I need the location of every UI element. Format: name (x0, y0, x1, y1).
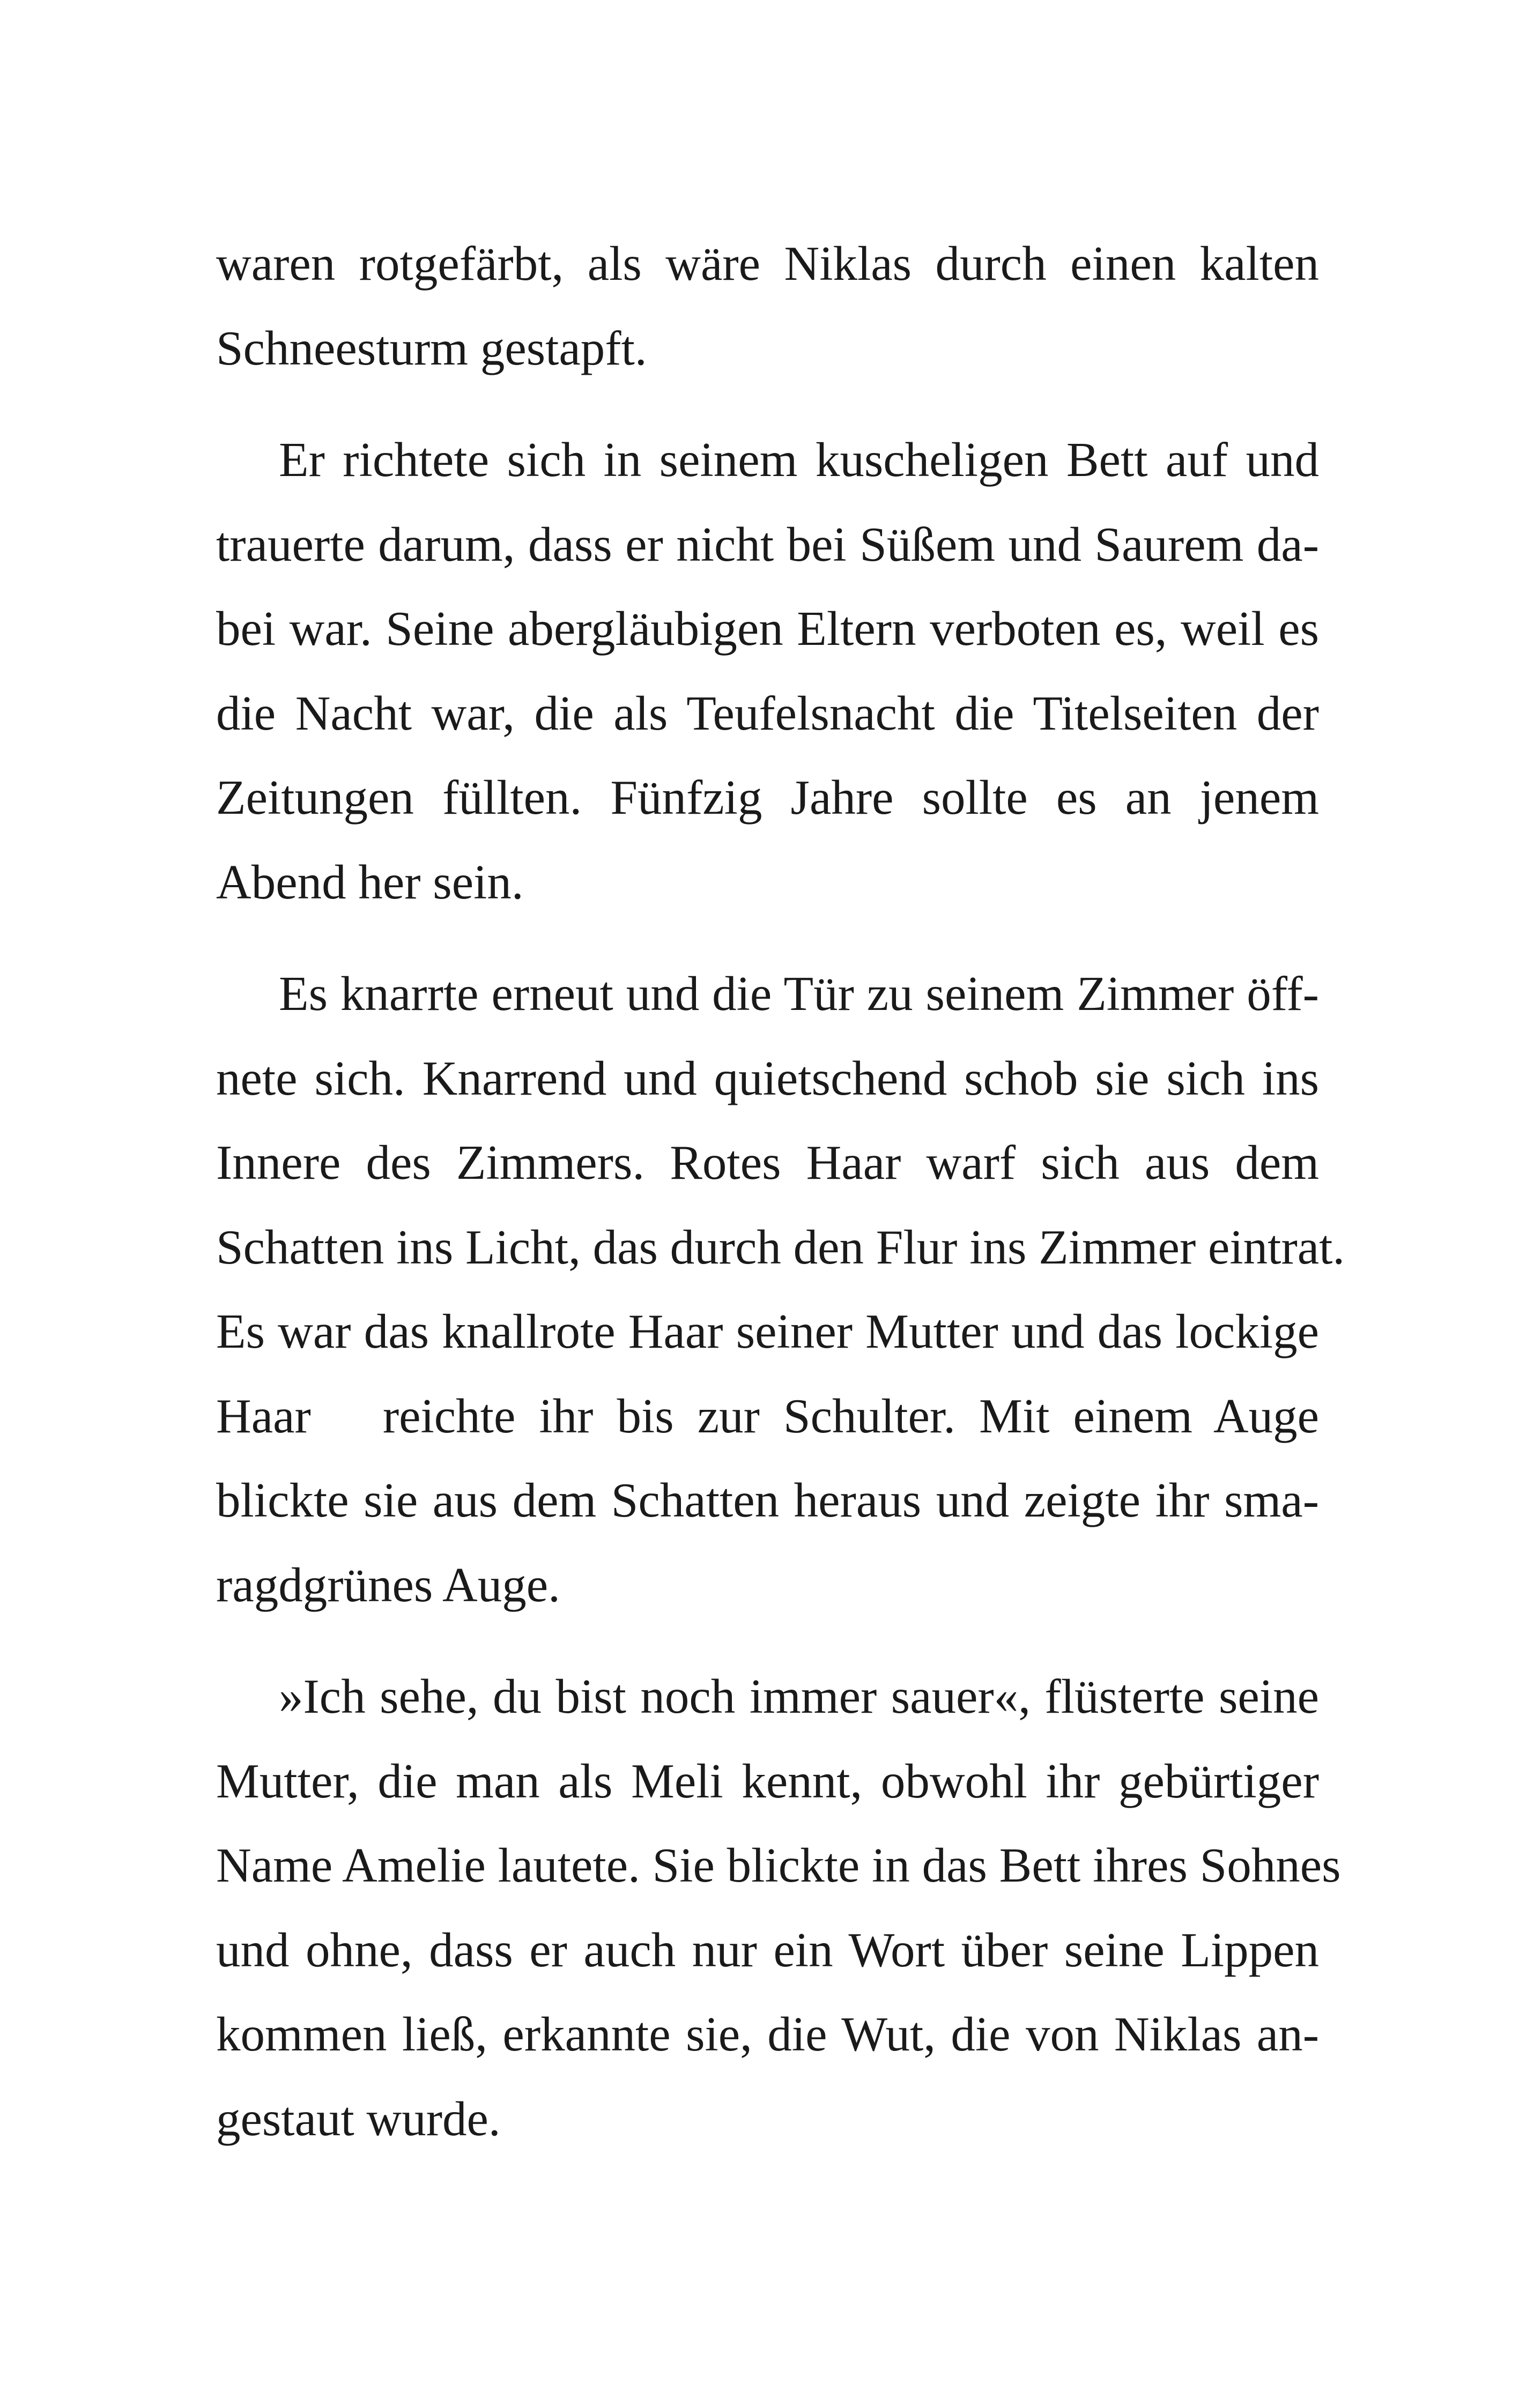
text-line: waren rotgefärbt, als wäre Niklas durch einen kalten (216, 236, 1319, 291)
text-line: Abend her sein. (216, 854, 524, 909)
paragraph-2 (216, 418, 1319, 924)
paragraph-3 (216, 952, 1345, 1627)
text-line-fragment: reichte ihr bis zur Schulter. Mit einem Auge (382, 1388, 1319, 1443)
text-line: Name Amelie lautete. Sie blickte in das Bett ihres Sohnes (216, 1838, 1341, 1892)
text-line: Er richtete sich in seinem kuscheligen Bett auf und (279, 433, 1319, 487)
paragraph-4 (216, 1654, 1341, 2161)
text-line-fragment: Haar (216, 1388, 311, 1443)
text-line: »Ich sehe, du bist noch immer sauer«, flüsterte seine (279, 1669, 1319, 1723)
text-line: kommen ließ, erkannte sie, die Wut, die von Niklas an- (216, 2007, 1319, 2061)
text-line: Zeitungen füllten. Fünfzig Jahre sollte es an jenem (216, 770, 1319, 824)
text-line: Schneesturm gestapft. (216, 321, 647, 375)
text-line: Mutter, die man als Meli kennt, obwohl ihr gebürtiger (216, 1753, 1319, 1808)
text-line: bei war. Seine abergläubigen Eltern verboten es, weil es (216, 601, 1319, 656)
text-line: blickte sie aus dem Schatten heraus und zeigte ihr sma- (216, 1473, 1319, 1527)
text-line-with-gap (216, 1374, 1319, 1459)
body-text (216, 221, 1345, 2188)
paragraph-1 (216, 221, 1319, 390)
text-line: nete sich. Knarrend und quietschend schob sie sich ins (216, 1051, 1319, 1105)
text-line: Es knarrte erneut und die Tür zu seinem Zimmer öff- (279, 967, 1319, 1021)
text-line: gestaut wurde. (216, 2091, 501, 2146)
text-line: trauerte darum, dass er nicht bei Süßem und Saurem da- (216, 517, 1319, 571)
text-line: und ohne, dass er auch nur ein Wort über seine Lippen (216, 1922, 1319, 1977)
text-line: Schatten ins Licht, das durch den Flur ins Zimmer eintrat. (216, 1220, 1345, 1274)
text-line: ragdgrünes Auge. (216, 1557, 560, 1612)
text-line: Es war das knallrote Haar seiner Mutter und das lockige (216, 1304, 1319, 1358)
text-line: die Nacht war, die als Teufelsnacht die Titelseiten der (216, 686, 1319, 740)
text-line: Innere des Zimmers. Rotes Haar warf sich aus dem (216, 1135, 1319, 1190)
